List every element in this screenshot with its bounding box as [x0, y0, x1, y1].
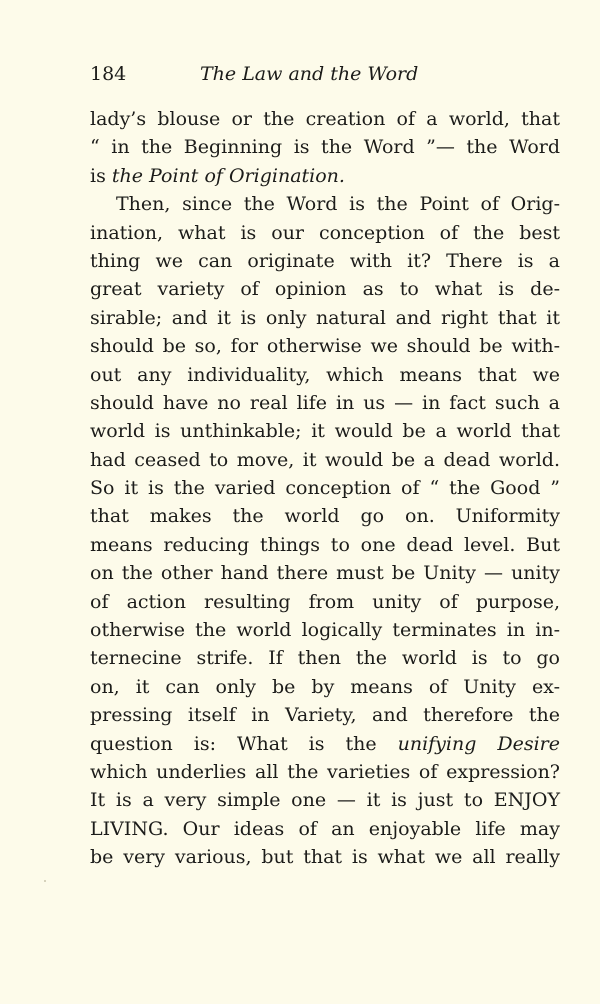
text-line: had ceased to move, it would be a dead world.	[90, 448, 560, 471]
page-number: 184	[90, 63, 127, 85]
running-title: The Law and the Word	[200, 63, 419, 85]
italic-phrase: unifying Desire	[397, 732, 560, 755]
text-line: It is a very simple one — it is just to ENJOY	[90, 789, 560, 812]
paper-speck	[44, 880, 46, 882]
text-line: pressing itself in Variety, and therefore the	[90, 704, 560, 727]
text-line: ination, what is our conception of the best	[90, 221, 560, 244]
page-header	[90, 60, 560, 88]
text-line: great variety of opinion as to what is de-	[90, 278, 560, 301]
text-line: LIVING. Our ideas of an enjoyable life may	[90, 817, 560, 840]
text-line: of action resulting from unity of purpose,	[90, 590, 560, 613]
text-line: otherwise the world logically terminates in in-	[90, 619, 560, 642]
text-line: is the Point of Origination.	[90, 164, 345, 187]
text-line: lady’s blouse or the creation of a world, that	[90, 108, 560, 130]
text-line: on, it can only be by means of Unity ex-	[90, 675, 560, 698]
body-text	[90, 105, 560, 872]
text-line: out any individuality, which means that we	[90, 363, 560, 386]
text-line: on the other hand there must be Unity — unity	[90, 562, 560, 585]
text-line: that makes the world go on. Uniformity	[90, 505, 560, 528]
text-line: should be so, for otherwise we should be with-	[90, 335, 560, 358]
italic-phrase: the Point of Origination.	[111, 164, 345, 187]
text-line: should have no real life in us — in fact such a	[90, 391, 560, 414]
text-line: So it is the varied conception of “ the Good ”	[90, 477, 560, 500]
text-line: ternecine strife. If then the world is to go	[90, 647, 560, 670]
text-line: Then, since the Word is the Point of Orig-	[116, 193, 560, 216]
text-line: sirable; and it is only natural and right that it	[90, 306, 560, 329]
text-line: be very various, but that is what we all really	[90, 846, 560, 869]
text-line: which underlies all the varieties of expression?	[90, 760, 560, 783]
text-line: “ in the Beginning is the Word ”— the Word	[90, 136, 560, 159]
text-line: question is: What is the unifying Desire	[90, 732, 560, 755]
text-line: thing we can originate with it? There is a	[90, 249, 560, 272]
text-line: world is unthinkable; it would be a world that	[90, 420, 560, 443]
text-line: means reducing things to one dead level. But	[90, 533, 560, 556]
